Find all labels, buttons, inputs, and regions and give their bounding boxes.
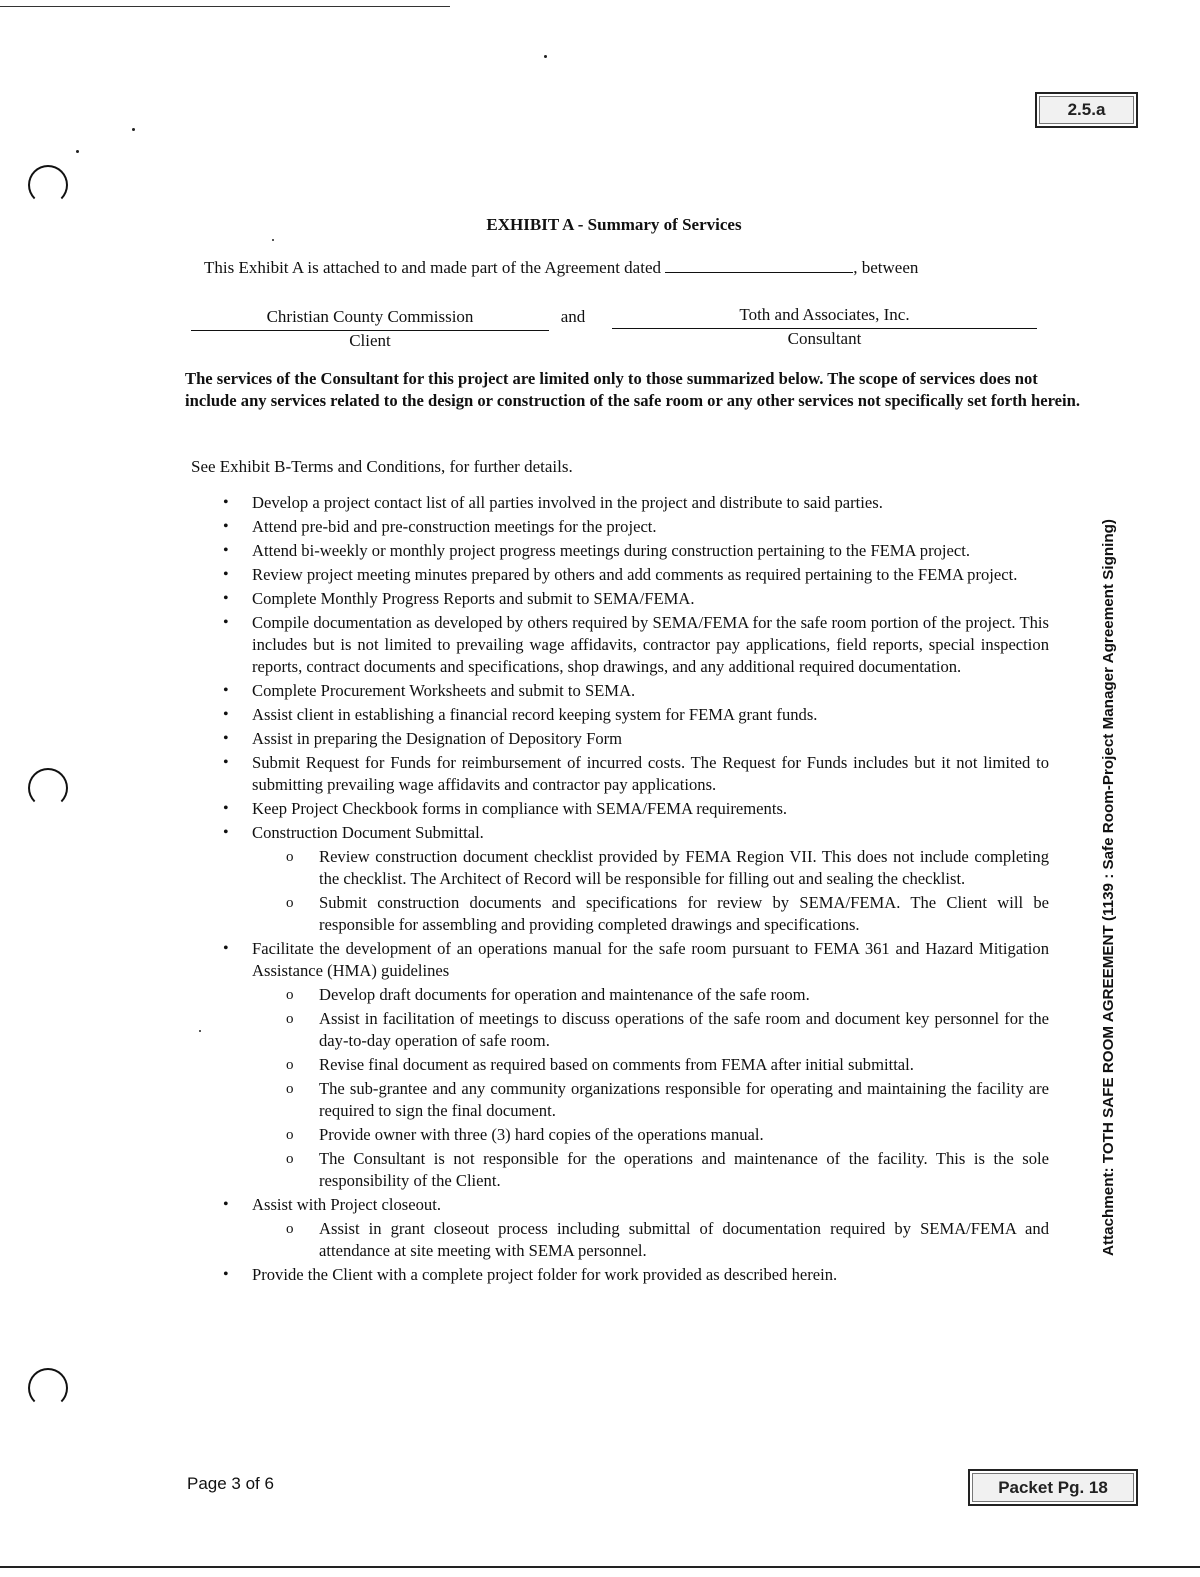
list-item-text: Complete Monthly Progress Reports and submit to SEMA/FEMA. xyxy=(252,589,695,608)
bullet-marker: • xyxy=(223,494,229,511)
scan-speck xyxy=(544,55,547,58)
exhibit-title: EXHIBIT A - Summary of Services xyxy=(486,215,742,234)
list-item-text: Submit construction documents and specifications for review by SEMA/FEMA. The Client will be responsible for assembling and providing completed drawings and specifications. xyxy=(319,893,1049,934)
bullet-marker: • xyxy=(223,706,229,723)
bullet-marker: • xyxy=(223,1196,229,1213)
sub-bullet-marker: o xyxy=(286,1011,294,1027)
agenda-item-stamp: 2.5.a xyxy=(1035,92,1138,128)
list-item-text: Assist in facilitation of meetings to discuss operations of the safe room and document key personnel for the day-to-day operation of safe room. xyxy=(319,1009,1049,1050)
list-item xyxy=(223,492,1049,514)
list-item xyxy=(223,680,1049,702)
page-number: Page 3 of 6 xyxy=(187,1474,274,1493)
sub-list-item xyxy=(286,1078,1049,1122)
bullet-marker: • xyxy=(223,940,229,957)
sub-bullet-marker: o xyxy=(286,1151,294,1167)
list-item-text: Assist client in establishing a financial record keeping system for FEMA grant funds. xyxy=(252,705,818,724)
list-item xyxy=(223,564,1049,586)
list-item-text: Review project meeting minutes prepared by others and add comments as required pertaining to the FEMA project. xyxy=(252,565,1018,584)
scan-speck xyxy=(76,150,79,153)
list-item-text: Facilitate the development of an operations manual for the safe room pursuant to FEMA 361 and Hazard Mitigation Assistance (HMA) guidelines xyxy=(252,939,1049,980)
scope-statement: The services of the Consultant for this project are limited only to those summarized below. The scope of services does not include any services related to the design or construction of the safe room or any other services not specifically set forth herein. xyxy=(185,369,1081,410)
bullet-marker: • xyxy=(223,730,229,747)
list-item-text: Revise final document as required based on comments from FEMA after initial submittal. xyxy=(319,1055,914,1074)
sub-bullet-marker: o xyxy=(286,849,294,865)
list-item-text: Develop draft documents for operation and maintenance of the safe room. xyxy=(319,985,810,1004)
bullet-marker: • xyxy=(223,542,229,559)
and-label: and xyxy=(560,307,586,326)
sub-list-item xyxy=(286,1148,1049,1192)
bullet-marker: • xyxy=(223,590,229,607)
list-item-text: The Consultant is not responsible for the operations and maintenance of the facility. This is the sole responsibility of the Client. xyxy=(319,1149,1049,1190)
attachment-sidebar-text: Attachment: TOTH SAFE ROOM AGREEMENT (1139 : Safe Room-Project Manager Agreement Signing) xyxy=(1100,519,1117,1256)
sub-list-item xyxy=(286,1054,1049,1076)
list-item xyxy=(223,798,1049,820)
client-label: Client xyxy=(349,331,391,350)
list-item xyxy=(223,1264,1049,1286)
sub-list-item xyxy=(286,892,1049,936)
consultant-name: Toth and Associates, Inc. xyxy=(739,305,910,324)
list-item xyxy=(223,612,1049,678)
list-item xyxy=(223,752,1049,796)
terms-reference: See Exhibit B-Terms and Conditions, for further details. xyxy=(191,457,573,476)
sub-list-item xyxy=(286,1008,1049,1052)
sub-bullet-marker: o xyxy=(286,1221,294,1237)
list-item xyxy=(223,516,1049,538)
sub-list-item xyxy=(286,1218,1049,1262)
scan-speck xyxy=(132,128,135,131)
list-item-text: Develop a project contact list of all parties involved in the project and distribute to said parties. xyxy=(252,493,883,512)
scan-top-rule xyxy=(0,6,450,7)
bullet-marker: • xyxy=(223,566,229,583)
agreement-intro-line xyxy=(204,257,918,278)
intro-suffix: , between xyxy=(853,258,919,277)
list-item-text: The sub-grantee and any community organizations responsible for operating and maintaining the facility are required to sign the final document. xyxy=(319,1079,1049,1120)
bullet-marker: • xyxy=(223,518,229,535)
list-item-text: Attend bi-weekly or monthly project progress meetings during construction pertaining to the FEMA project. xyxy=(252,541,970,560)
list-item xyxy=(223,588,1049,610)
sub-list-item xyxy=(286,1124,1049,1146)
sub-bullet-marker: o xyxy=(286,1127,294,1143)
list-item-text: Attend pre-bid and pre-construction meetings for the project. xyxy=(252,517,657,536)
list-item xyxy=(223,728,1049,750)
bullet-marker: • xyxy=(223,824,229,841)
sub-bullet-marker: o xyxy=(286,1057,294,1073)
scan-bottom-rule xyxy=(0,1566,1200,1568)
list-item xyxy=(223,938,1049,982)
client-name: Christian County Commission xyxy=(266,307,474,326)
sub-list-item xyxy=(286,846,1049,890)
bullet-marker: • xyxy=(223,614,229,631)
list-item-text: Compile documentation as developed by others required by SEMA/FEMA for the safe room portion of the project. This includes but is not limited to prevailing wage affidavits, contractor pay applications, field reports, special inspection reports, contract documents and specifications, shop drawings, and any additional required documentation. xyxy=(252,613,1049,676)
list-item-text: Assist in grant closeout process including submittal of documentation required by SEMA/FEMA and attendance at site meeting with SEMA personnel. xyxy=(319,1219,1049,1260)
list-item-text: Construction Document Submittal. xyxy=(252,823,484,842)
sub-bullet-marker: o xyxy=(286,987,294,1003)
intro-text: This Exhibit A is attached to and made part of the Agreement dated xyxy=(204,258,661,277)
list-item-text: Provide the Client with a complete project folder for work provided as described herein. xyxy=(252,1265,838,1284)
agreement-date-blank xyxy=(665,257,853,273)
packet-page-stamp: Packet Pg. 18 xyxy=(968,1469,1138,1506)
punch-hole-bottom xyxy=(28,1368,68,1408)
bullet-marker: • xyxy=(223,754,229,771)
list-item-text: Review construction document checklist provided by FEMA Region VII. This does not include completing the checklist. The Architect of Record will be responsible for filling out and sealing the checklist. xyxy=(319,847,1049,888)
consultant-label: Consultant xyxy=(787,329,862,348)
bullet-marker: • xyxy=(223,682,229,699)
list-item-text: Keep Project Checkbook forms in compliance with SEMA/FEMA requirements. xyxy=(252,799,788,818)
list-item xyxy=(223,822,1049,844)
list-item xyxy=(223,704,1049,726)
scan-speck xyxy=(272,239,274,241)
bullet-marker: • xyxy=(223,800,229,817)
list-item-text: Provide owner with three (3) hard copies of the operations manual. xyxy=(319,1125,764,1144)
bullet-marker: • xyxy=(223,1266,229,1283)
sub-list-item xyxy=(286,984,1049,1006)
punch-hole-top xyxy=(28,165,68,205)
services-list xyxy=(0,492,1200,1288)
list-item xyxy=(223,540,1049,562)
list-item-text: Submit Request for Funds for reimbursement of incurred costs. The Request for Funds includes but it not limited to submitting prevailing wage affidavits and contractor pay applications. xyxy=(252,753,1049,794)
list-item-text: Assist in preparing the Designation of Depository Form xyxy=(252,729,623,748)
list-item-text: Assist with Project closeout. xyxy=(252,1195,441,1214)
list-item xyxy=(223,1194,1049,1216)
list-item-text: Complete Procurement Worksheets and submit to SEMA. xyxy=(252,681,636,700)
sub-bullet-marker: o xyxy=(286,1081,294,1097)
sub-bullet-marker: o xyxy=(286,895,294,911)
